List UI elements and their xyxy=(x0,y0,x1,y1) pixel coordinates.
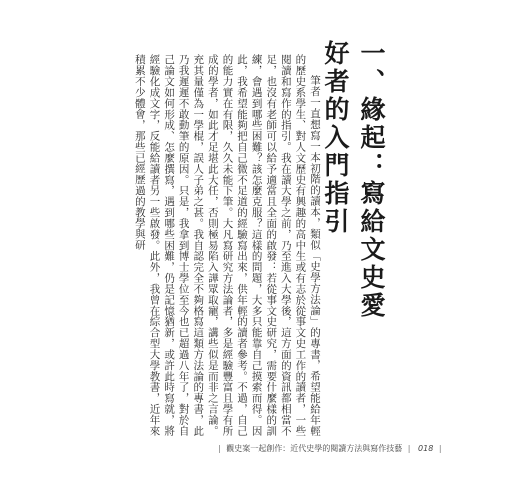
footer-divider-end: | xyxy=(438,444,442,453)
page-footer xyxy=(215,443,445,454)
chapter-heading: 一、緣起：寫給文史愛好者的入門指引 xyxy=(321,40,386,320)
footer-divider-left: | xyxy=(218,444,221,453)
footer-divider-right: | xyxy=(407,444,411,453)
body-paragraph: 筆者一直想寫一本初階的讀本，類似「史學方法論」的專書，希望能給年輕的歷史系學生、對人文歷史有興趣的高中生或有志於從事文史工作的讀者，一些閱讀和寫作的指引。我在讀大學之前，乃至進入大學後，這方面的資訊都相當不足，也沒有老師可以給予適當且全面的啟發：若從事文史研究，需要什麼樣的訓練，會遇到哪些困難？該怎麼克服？這樣的問題，大多只能靠自己摸索而得。因此，我希望能夠把自己微不足道的經驗寫出來，供年輕的讀者參考。不過，自己的能力實在有限，久久未能下筆。大凡寫研究方法論者，多是經驗豐富且學有所成的學者，如此才足堪此大任，否則極易陷入譁眾取寵，講些似是而非之言論。充其量僅為一學棍，誤人子弟之甚。我自認完全不夠格寫這類方法論的專書，此乃我遲遲不敢動筆的原因。只是，我拿到博士學位至今也已超過八年了，對於自己論文如何形成、怎麼撰寫，遇到哪些困難，仍是記憶猶新，或許此時寫就，將經驗化成文字，反能給讀者另一些啟發。此外，我曾在綜合型大學教書，近年來積累不少體會，那些已經歷過的教學與研 xyxy=(133,54,321,436)
footer-book-title: 觀史案一起創作：近代史學的閱讀方法與寫作技藝 xyxy=(226,444,403,453)
page-number: 018 xyxy=(418,444,434,453)
body-text xyxy=(132,54,322,436)
